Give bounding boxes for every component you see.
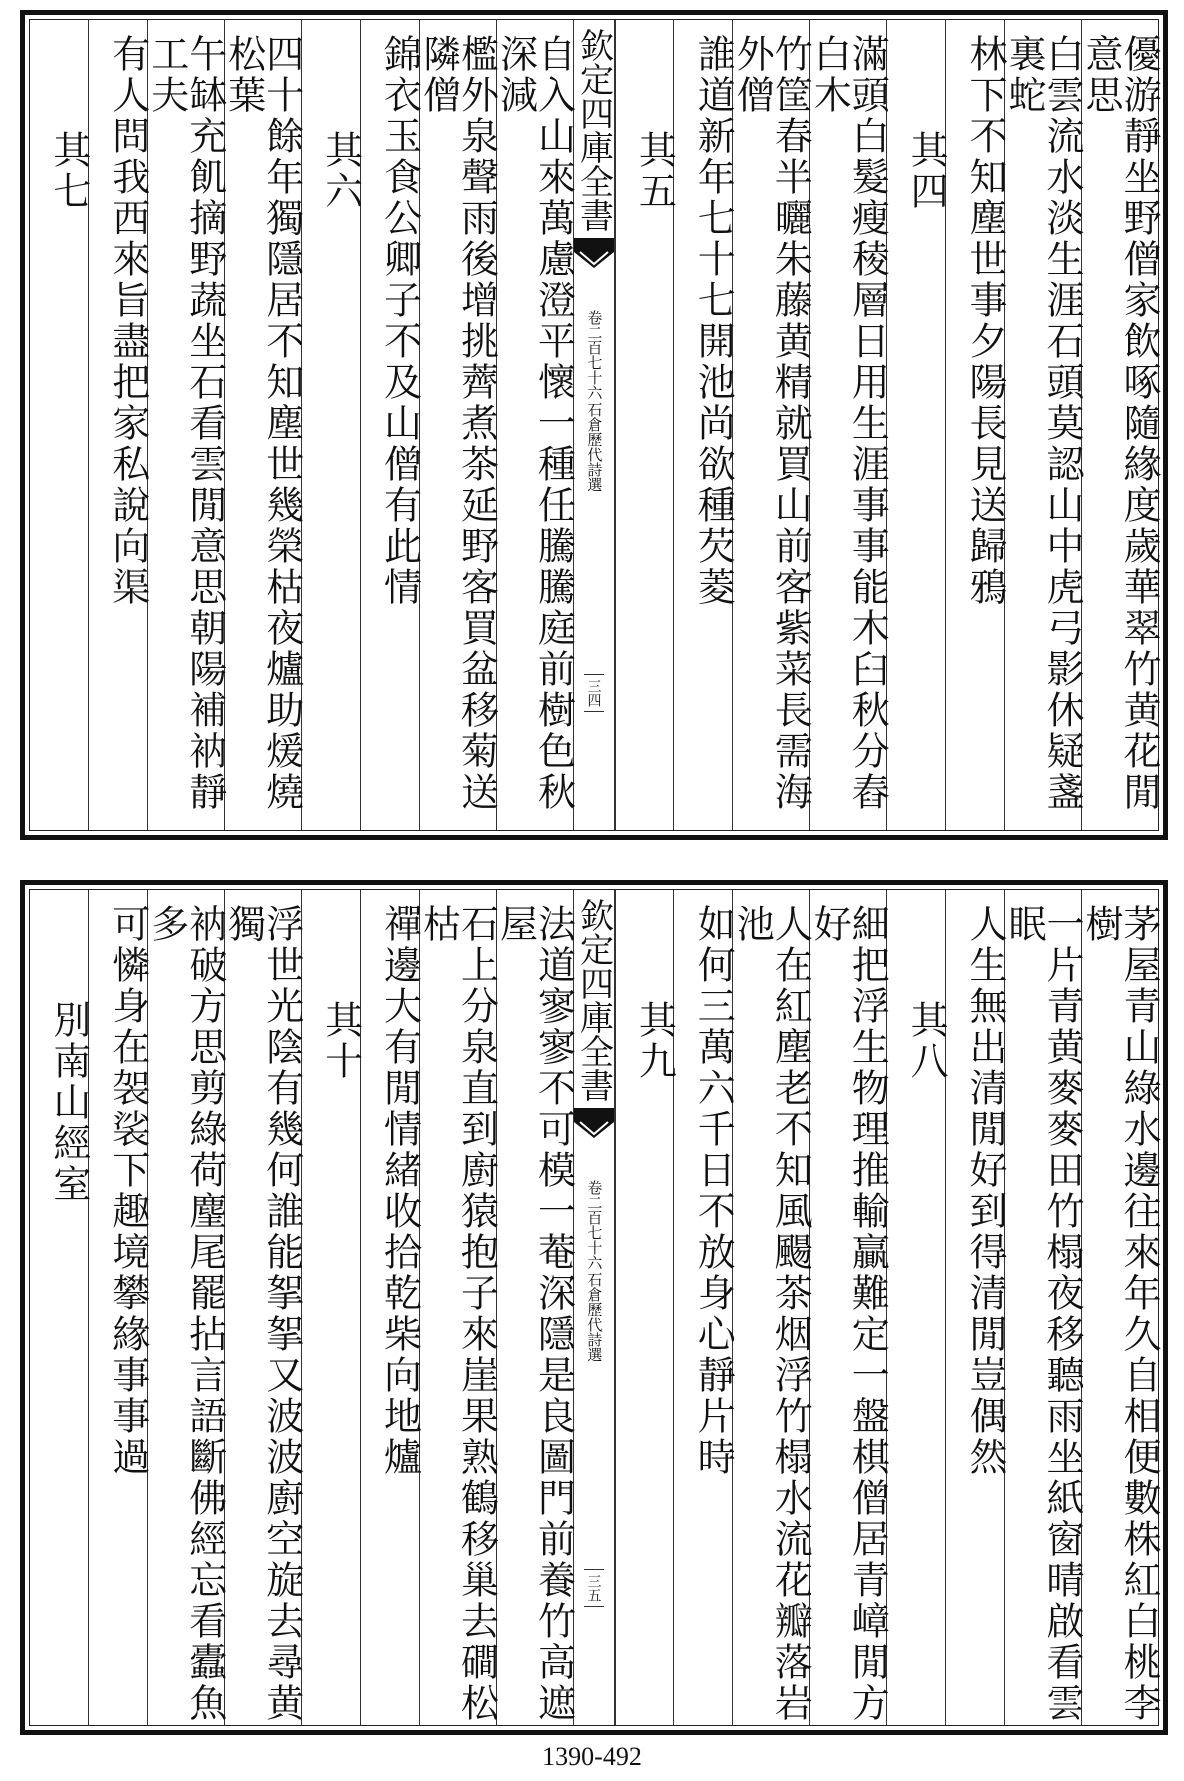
text-column: 白雲流水淡生涯石頭莫認山中虎弓影休疑盞裏蛇 bbox=[1004, 20, 1081, 830]
top-page-frame bbox=[29, 19, 1159, 831]
text-column: 一片青黄麥麥田竹榻夜移聽雨坐紙窗晴啟看雲眠 bbox=[1004, 890, 1081, 1725]
text-column: 滿頭白髮瘦稜層日用生涯事事能木臼秋分舂白木 bbox=[809, 20, 886, 830]
text-column: 禪邊大有閒情緒收拾乾柴向地爐 bbox=[360, 890, 419, 1725]
text-column: 人生無出清閒好到得清閒豈偶然 bbox=[945, 890, 1004, 1725]
text-column: 誰道新年七十七開池尚欲種芡菱 bbox=[673, 20, 732, 830]
source-title: 石倉歷代詩選 bbox=[585, 402, 604, 492]
page-footer-number: 1390-492 bbox=[542, 1742, 642, 1771]
volume-number: 卷二百七十六 bbox=[585, 1180, 604, 1270]
top-page-columns bbox=[30, 20, 1161, 830]
text-column: 衲破方思剪綠荷麈尾罷拈言語斷佛經忘看蠹魚多 bbox=[147, 890, 224, 1725]
poem-number-heading: 其十 bbox=[301, 890, 360, 1725]
source-caption bbox=[586, 310, 602, 492]
volume-number: 卷二百七十六 bbox=[585, 310, 604, 400]
poem-number-heading: 其六 bbox=[301, 20, 360, 830]
text-column: 午缽充飢摘野蔬坐石看雲閒意思朝陽補衲靜工夫 bbox=[147, 20, 224, 830]
book-title: 欽定四庫全書 bbox=[573, 28, 614, 232]
bottom-page-frame bbox=[29, 889, 1159, 1726]
center-fold-margin bbox=[573, 890, 615, 1725]
source-title: 石倉歷代詩選 bbox=[585, 1272, 604, 1362]
top-page bbox=[20, 10, 1168, 840]
text-column: 林下不知塵世事夕陽長見送歸鴉 bbox=[945, 20, 1004, 830]
text-column: 竹筐春半曬朱藤黄精就買山前客紫菜長需海外僧 bbox=[732, 20, 809, 830]
text-column: 優游靜坐野僧家飲啄隨緣度歲華翠竹黄花閒意思 bbox=[1081, 20, 1158, 830]
text-column: 如何三萬六千日不放身心靜片時 bbox=[673, 890, 732, 1725]
text-column: 自入山來萬慮澄平懷一種任騰騰庭前樹色秋深減 bbox=[496, 20, 573, 830]
text-column: 人在紅塵老不知風颺茶烟浮竹榻水流花瓣落岩池 bbox=[732, 890, 809, 1725]
poem-title-heading: 別南山經室 bbox=[46, 1000, 91, 1205]
text-column: 法道寥寥不可模一菴深隱是良圖門前養竹高遮屋 bbox=[496, 890, 573, 1725]
text-column: 茅屋青山綠水邊往來年久自相便數株紅白桃李樹 bbox=[1081, 890, 1158, 1725]
book-title: 欽定四庫全書 bbox=[573, 898, 614, 1102]
text-column: 有人問我西來旨盡把家私說向渠 bbox=[88, 20, 147, 830]
text-column: 錦衣玉食公卿子不及山僧有此情 bbox=[360, 20, 419, 830]
source-caption bbox=[586, 1180, 602, 1362]
poem-number-heading: 其九 bbox=[615, 890, 674, 1725]
text-column: 石上分泉直到廚猿抱子來崖果熟鶴移巢去磵松枯 bbox=[419, 890, 496, 1725]
fish-tail-mark-icon bbox=[574, 238, 614, 288]
text-column: 浮世光陰有幾何誰能挐挐又波波廚空旋去尋黄獨 bbox=[224, 890, 301, 1725]
poem-number-heading: 其五 bbox=[615, 20, 674, 830]
poem-number-heading: 其四 bbox=[886, 20, 945, 830]
text-column: 可憐身在袈裟下趣境攀緣事事過 bbox=[88, 890, 147, 1725]
poem-number-heading: 其七 bbox=[46, 130, 91, 212]
text-column: 四十餘年獨隱居不知塵世幾榮枯夜爐助煖燒松葉 bbox=[224, 20, 301, 830]
text-column: 細把浮生物理推輸贏難定一盤棋僧居青嶂閒方好 bbox=[809, 890, 886, 1725]
page-number: 三五 bbox=[584, 1569, 604, 1607]
center-fold-margin bbox=[573, 20, 615, 830]
bottom-page-columns bbox=[30, 890, 1161, 1725]
text-column: 檻外泉聲雨後增挑薺煮茶延野客買盆移菊送隣僧 bbox=[419, 20, 496, 830]
bottom-page bbox=[20, 880, 1168, 1735]
fish-tail-mark-icon bbox=[574, 1108, 614, 1158]
page-number: 三四 bbox=[584, 674, 604, 712]
poem-number-heading: 其八 bbox=[886, 890, 945, 1725]
